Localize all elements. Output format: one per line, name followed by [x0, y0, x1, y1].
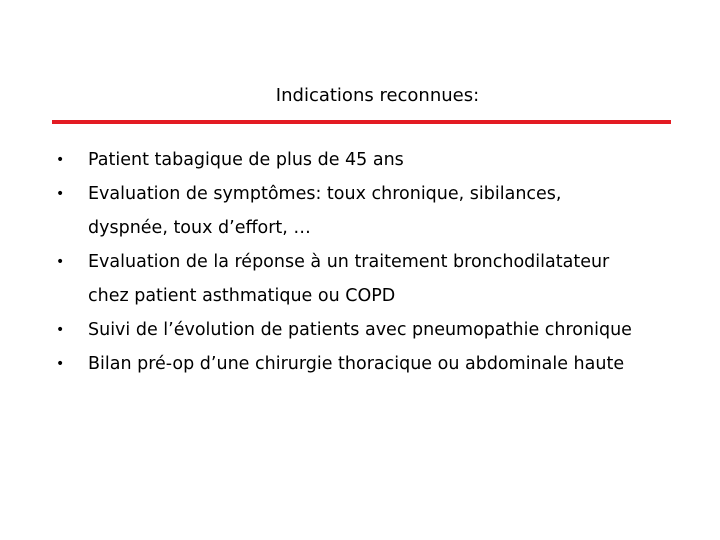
bullet-text: [88, 143, 696, 177]
bullet-item: [56, 245, 696, 313]
title-underline: [52, 120, 671, 124]
bullet-line: Bilan pré-op d’une chirurgie thoracique ou abdominale haute: [88, 354, 625, 374]
bullet-text: [88, 245, 696, 313]
bullet-text: [88, 313, 696, 347]
bullet-list: [56, 143, 696, 381]
bullet-line: Evaluation de la réponse à un traitement bronchodilatateur: [88, 252, 610, 272]
bullet-line: dyspnée, toux d’effort, …: [88, 218, 311, 238]
slide-title: Indications reconnues:: [275, 85, 480, 106]
bullet-line: Suivi de l’évolution de patients avec pneumopathie chronique: [88, 320, 632, 340]
bullet-line: chez patient asthmatique ou COPD: [88, 286, 396, 306]
bullet-item: [56, 143, 696, 177]
bullet-item: [56, 177, 696, 245]
bullet-line: Evaluation de symptômes: toux chronique, sibilances,: [88, 184, 562, 204]
bullet-icon: •: [56, 152, 65, 168]
bullet-text: [88, 347, 696, 381]
bullet-text: [88, 177, 696, 245]
bullet-item: [56, 347, 696, 381]
bullet-icon: •: [56, 322, 65, 338]
bullet-icon: •: [56, 356, 65, 372]
bullet-line: Patient tabagique de plus de 45 ans: [88, 150, 404, 170]
bullet-item: [56, 313, 696, 347]
bullet-icon: •: [56, 186, 65, 202]
bullet-icon: •: [56, 254, 65, 270]
